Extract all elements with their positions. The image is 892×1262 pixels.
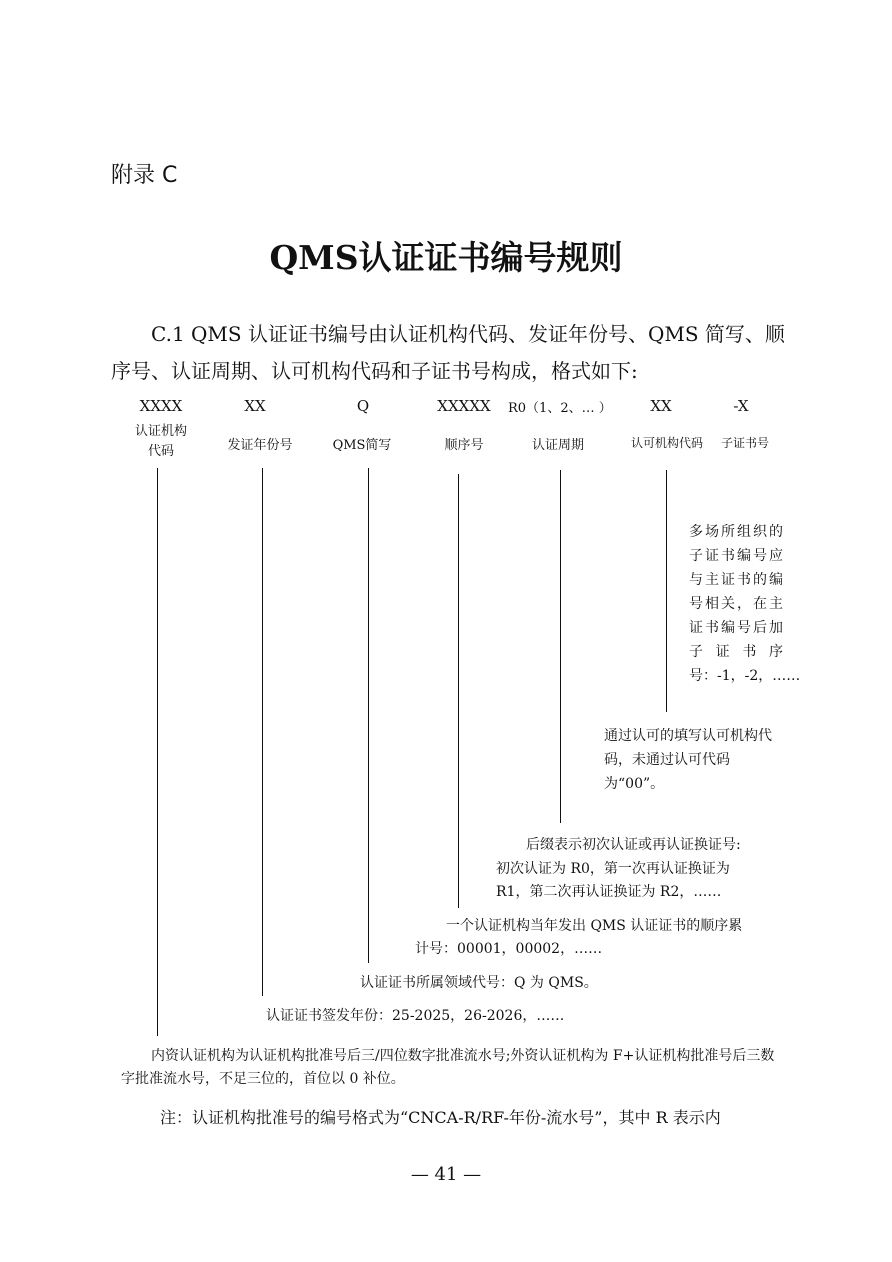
connector-cycle — [560, 470, 561, 823]
note-cycle-line3: R1，第二次再认证换证为 R2，…… — [496, 884, 722, 900]
connector-year — [262, 468, 263, 996]
segment-code-sequence: XXXXX — [437, 397, 491, 415]
page-title: QMS认证证书编号规则 — [269, 238, 623, 277]
note-cycle-line1: 后缀表示初次认证或再认证换证号: — [526, 837, 741, 853]
note-body-code — [121, 1045, 781, 1091]
segment-label-cycle: 认证周期 — [531, 438, 584, 453]
segment-label-qms: QMS简写 — [332, 438, 392, 453]
intro-paragraph — [111, 316, 791, 390]
segment-label-org-line1: 认证机构 — [134, 424, 187, 439]
segment-code-org: XXXX — [139, 397, 183, 415]
intro-text: C.1 QMS 认证证书编号由认证机构代码、发证年份号、QMS 简写、顺序号、认证周期、认可机构代码和子证书号构成，格式如下: — [111, 322, 785, 383]
segment-code-qms: Q — [356, 397, 370, 415]
note-sequence-line2: 计号：00001，00002，…… — [415, 941, 603, 957]
segment-label-sub: 子证书号 — [720, 436, 769, 450]
page-number: — 41 — — [410, 1164, 482, 1185]
note-sequence-line1: 一个认证机构当年发出 QMS 认证证书的顺序累 — [446, 918, 743, 934]
note-sub-certificate: 多场所组织的子证书编号应与主证书的编号相关，在主证书编号后加子证书序号：-1，-2，…… — [689, 524, 801, 684]
segment-code-year: XX — [244, 397, 266, 415]
segment-label-sequence: 顺序号 — [444, 438, 484, 453]
segment-code-cycle: R0（1、2、… ） — [508, 401, 612, 416]
note-year: 认证证书签发年份：25-2025，26-2026，…… — [266, 1008, 565, 1024]
note-body-code-text: 内资认证机构为认证机构批准号后三/四位数字批准流水号;外资认证机构为 F+认证机构批准号后三数字批准流水号，不足三位的，首位以 0 补位。 — [121, 1048, 775, 1087]
connector-org — [157, 468, 158, 1036]
note-accreditation: 通过认可的填写认可机构代码，未通过认可代码为“00”。 — [604, 728, 772, 792]
note-cycle-line2: 初次认证为 R0，第一次再认证换证为 — [496, 861, 730, 877]
connector-sequence — [458, 474, 459, 908]
appendix-label: 附录 C — [111, 163, 178, 188]
connector-accreditation — [666, 470, 667, 712]
remark: 注：认证机构批准号的编号格式为“CNCA-R/RF-年份-流水号”，其中 R 表示内 — [160, 1108, 721, 1127]
segment-label-org-line2: 代码 — [147, 444, 174, 459]
segment-code-sub: -X — [733, 397, 749, 415]
segment-code-accreditation: XX — [650, 397, 672, 415]
segment-label-accreditation: 认可机构代码 — [630, 436, 703, 450]
note-field: 认证证书所属领域代号：Q 为 QMS。 — [360, 975, 598, 991]
segment-label-year: 发证年份号 — [227, 438, 293, 453]
connector-qms — [368, 468, 369, 963]
